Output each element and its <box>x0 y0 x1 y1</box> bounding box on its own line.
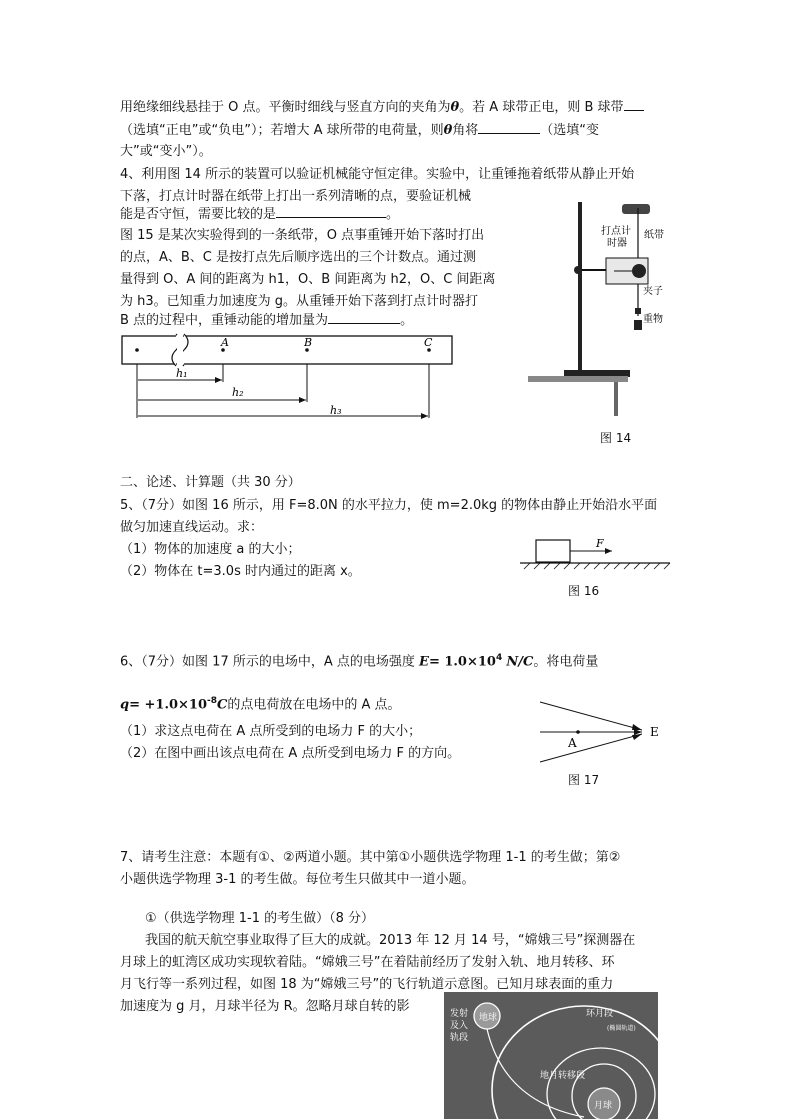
q7-line-2: 小题供选学物理 3-1 的考生做。每位考生只做其中一道小题。 <box>120 872 475 887</box>
arrowhead <box>299 397 306 403</box>
figure-16 <box>520 536 670 576</box>
q-value: = +1.0×10 <box>129 697 208 713</box>
q3-text: 角将 <box>452 123 479 138</box>
q4-line-2: 下落，打点计时器在纸带上打出一系列清晰的点，要验证机械 <box>120 189 472 204</box>
q6-text: 的点电荷放在电场中的 A 点。 <box>227 697 401 713</box>
label-weight: 重物 <box>643 314 663 325</box>
label-point-a: A <box>568 736 577 750</box>
weight-shape <box>634 320 642 330</box>
q6-line-4: （2）在图中画出该点电荷在 A 点所受到电场力 F 的方向。 <box>120 746 461 761</box>
field-line-bottom <box>540 734 642 762</box>
q3-line-1 <box>120 98 644 116</box>
section-title: 二、论述、计算题（共 30 分） <box>120 475 301 490</box>
arrowhead <box>632 734 642 740</box>
block <box>536 540 570 562</box>
field-line-top <box>540 702 642 730</box>
label-h2: h₂ <box>232 386 244 399</box>
q5-line-2: 做匀加速直线运动。求： <box>120 520 264 535</box>
q4-line-4: 图 15 是某次实验得到的一条纸带，O 点事重锤开始下落时打出 <box>120 228 485 243</box>
tape-gap <box>177 335 183 365</box>
figure-14-caption: 图 14 <box>600 431 632 445</box>
q3-text: 。若 A 球带正电，则 B 球带 <box>459 100 624 115</box>
q6-line-3: （1）求这点电荷在 A 点所受到的电场力 F 的大小； <box>120 724 422 739</box>
arrowhead <box>421 413 428 419</box>
q4-line-1: 4、利用图 14 所示的装置可以验证机械能守恒定律。实验中，让重锤拖着纸带从静止开始 <box>120 167 635 182</box>
q4-line-8 <box>120 311 413 329</box>
q4-text: B 点的过程中，重锤动能的增加量为 <box>120 313 329 328</box>
arrowhead <box>632 724 642 730</box>
timer-coil <box>632 264 646 278</box>
label-orbit-sub: (椭圆轨道) <box>607 1025 636 1032</box>
label-field-e: E <box>650 725 659 739</box>
label-launch-2: 及入 <box>450 1021 469 1031</box>
transfer-orbit <box>492 1006 658 1119</box>
label-transfer: 地月转移段 <box>540 1071 586 1081</box>
figure-15-tape <box>120 330 460 430</box>
e-unit: N/C <box>506 654 534 670</box>
label-launch-1: 发射 <box>450 1009 469 1019</box>
q-exponent: -8 <box>207 696 218 706</box>
q7-paragraph-3: 月飞行等一系列过程，如图 18 为“嫦娥三号”的飞行轨道示意图。已知月球表面的重力 <box>120 977 614 992</box>
ground-hatch <box>524 563 670 569</box>
clamp-knob <box>574 266 582 274</box>
theta-symbol: θ <box>443 123 453 138</box>
theta-symbol: θ <box>450 100 460 115</box>
label-h1: h₁ <box>176 367 188 380</box>
answer-blank[interactable] <box>328 311 400 324</box>
figure-18 <box>444 992 658 1119</box>
q6-line-1 <box>120 650 598 670</box>
q5-line-1: 5、（7分）如图 16 所示，用 F=8.0N 的水平拉力，使 m=2.0kg 的物体由静止开始沿水平面 <box>120 498 658 513</box>
arrowhead <box>215 377 222 383</box>
q6-line-2 <box>120 693 401 713</box>
clip-shape <box>635 308 641 314</box>
table-top <box>528 376 628 382</box>
q3-text: （选填“正电”或“负电”）；若增大 A 球所带的电荷量，则 <box>120 123 444 138</box>
q3-text: （选填“变 <box>540 123 600 138</box>
table-leg <box>614 382 618 416</box>
q4-text: 能是否守恒，需要比较的是 <box>120 207 277 222</box>
label-a: A <box>221 336 229 349</box>
label-moon: 月球 <box>594 1101 613 1111</box>
tape-strip <box>122 336 452 364</box>
label-tape: 纸带 <box>644 230 664 241</box>
label-clip: 夹子 <box>643 286 663 297</box>
q7-paragraph-4: 加速度为 g 月，月球半径为 R。忽略月球自转的影 <box>120 999 410 1014</box>
label-timer-1: 打点计 <box>601 226 631 237</box>
symbol-q: q <box>120 697 130 713</box>
q4-text: 。 <box>400 313 414 328</box>
symbol-e: E <box>419 654 429 670</box>
q7-paragraph-2: 月球上的虹湾区成功实现软着陆。“嫦娥三号”在着陆前经历了发射入轨、地月转移、环 <box>120 955 615 970</box>
q4-line-6: 量得到 O、A 间的距离为 h1，O、B 间距离为 h2，O、C 间距离 <box>120 272 496 287</box>
figure-16-caption: 图 16 <box>568 584 600 598</box>
e-value: = 1.0×10 <box>428 654 496 670</box>
q6-text: 6、（7分）如图 17 所示的电场中，A 点的电场强度 <box>120 654 415 670</box>
label-timer-2: 时器 <box>607 238 627 249</box>
q5-line-4: （2）物体在 t=3.0s 时内通过的距离 x。 <box>120 564 361 579</box>
arrowhead <box>605 548 612 554</box>
q7-line-1: 7、请考生注意：本题有①、②两道小题。其中第①小题供选学物理 1-1 的考生做；第② <box>120 850 621 865</box>
label-h3: h₃ <box>330 404 342 417</box>
label-force: F <box>596 537 604 550</box>
figure-17-caption: 图 17 <box>568 773 600 787</box>
e-exponent: 4 <box>495 653 503 663</box>
q-unit: C <box>217 697 228 713</box>
answer-blank[interactable] <box>624 98 644 111</box>
label-launch-3: 轨段 <box>450 1033 469 1043</box>
q3-line-2 <box>120 121 599 139</box>
q4-line-3 <box>120 205 399 223</box>
figure-17 <box>538 700 668 765</box>
q4-line-5: 的点，A、B、C 是按打点先后顺序选出的三个计数点。通过测 <box>120 250 477 265</box>
q4-line-7: 为 h3。已知重力加速度为 g。从重锤开始下落到打点计时器打 <box>120 294 479 309</box>
q7-paragraph-1: 我国的航天航空事业取得了巨大的成就。2013 年 12 月 14 号，“嫦娥三号”探测器在 <box>145 933 636 948</box>
label-b: B <box>304 336 313 349</box>
q3-line-3: 大”或“变小”）。 <box>120 144 212 159</box>
q3-text: 用绝缘细线悬挂于 O 点。平衡时细线与竖直方向的夹角为 <box>120 100 451 115</box>
q7-sub-heading: ①（供选学物理 1-1 的考生做）（8 分） <box>145 911 375 926</box>
label-earth: 地球 <box>479 1013 498 1023</box>
hand-shape <box>622 204 650 214</box>
label-c: C <box>424 336 433 349</box>
label-orbit: 环月段 <box>586 1009 614 1019</box>
answer-blank[interactable] <box>478 121 540 134</box>
answer-blank[interactable] <box>276 205 386 218</box>
q6-text: 。将电荷量 <box>533 654 599 670</box>
stand-base <box>564 370 630 377</box>
q5-line-3: （1）物体的加速度 a 的大小； <box>120 542 301 557</box>
point-a <box>576 730 580 734</box>
stand-rod <box>578 202 582 374</box>
q4-text: 。 <box>386 207 400 222</box>
tape-point-o <box>135 348 139 352</box>
figure-14-apparatus <box>528 198 664 428</box>
